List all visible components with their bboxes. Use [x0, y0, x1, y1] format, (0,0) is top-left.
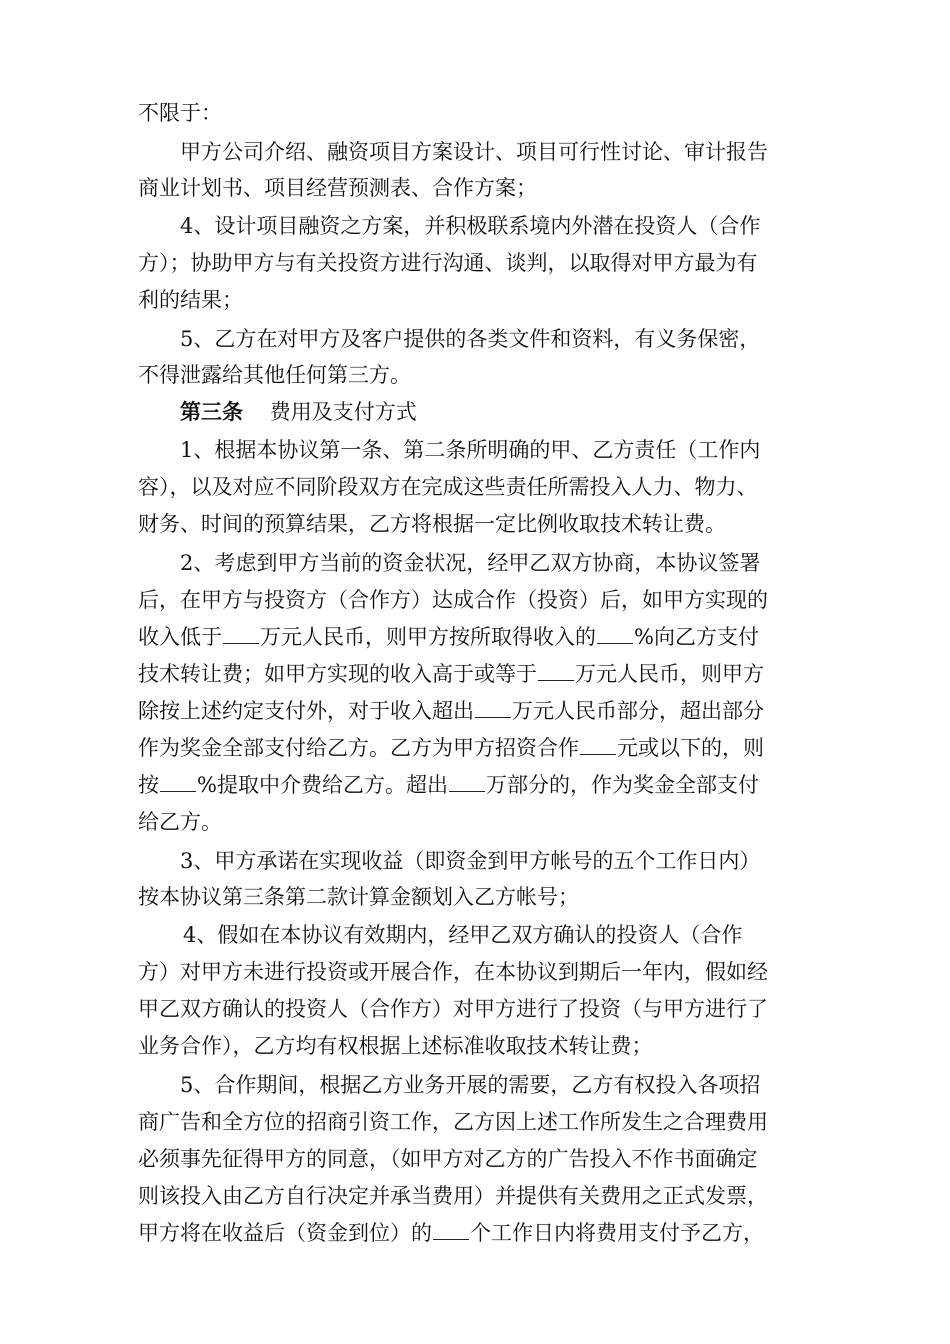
fill-in-blank — [223, 642, 259, 644]
text-span: 2、考虑到甲方当前的资金状况，经甲乙双方协商，本协议签署 — [180, 551, 761, 575]
text-line — [0, 585, 950, 615]
text-line — [0, 548, 950, 578]
text-span: 不限于： — [138, 101, 222, 125]
text-line — [0, 696, 950, 726]
fill-in-blank — [433, 1238, 469, 1240]
text-span: 3、甲方承诺在实现收益（即资金到甲方帐号的五个工作日内） — [180, 849, 761, 873]
text-line — [0, 173, 950, 203]
text-line — [0, 770, 950, 800]
text-span: 业务合作），乙方均有权根据上述标准收取技术转让费； — [138, 1034, 653, 1058]
text-line — [0, 98, 950, 128]
text-line — [0, 248, 950, 278]
text-span: 利的结果； — [138, 288, 243, 312]
text-span: %提取中介费给乙方。超出 — [197, 773, 448, 797]
text-line — [0, 1218, 950, 1248]
text-span: 财务、时间的预算结果，乙方将根据一定比例收取技术转让费。 — [138, 512, 726, 536]
text-line — [0, 1181, 950, 1211]
text-span: 方）对甲方未进行投资或开展合作，在本协议到期后一年内，假如经 — [138, 960, 768, 984]
section-heading — [0, 397, 950, 427]
text-span: 万元人民币，则甲方 — [575, 662, 764, 686]
text-span: 则该投入由乙方自行决定并承当费用）并提供有关费用之正式发票， — [138, 1184, 768, 1208]
fill-in-blank — [538, 679, 574, 681]
fill-in-blank — [449, 790, 485, 792]
text-span: 元或以下的，则 — [617, 736, 764, 760]
text-line — [0, 622, 950, 652]
text-span: 1、根据本协议第一条、第二条所明确的甲、乙方责任（工作内 — [180, 438, 761, 462]
text-span: 商业计划书、项目经营预测表、合作方案； — [138, 176, 537, 200]
text-line — [0, 807, 950, 837]
text-span: 方）；协助甲方与有关投资方进行沟通、谈判，以取得对甲方最为有 — [138, 251, 758, 275]
text-span: 甲方将在收益后（资金到位）的 — [138, 1221, 432, 1245]
section-number: 第三条 — [180, 400, 243, 424]
text-span: 甲方公司介绍、融资项目方案设计、项目可行性讨论、审计报告 — [180, 140, 768, 164]
text-span: %向乙方支付 — [634, 625, 759, 649]
text-span: 不得泄露给其他任何第三方。 — [138, 363, 411, 387]
text-line — [0, 435, 950, 465]
text-line — [0, 994, 950, 1024]
text-span: 容），以及对应不同阶段双方在完成这些责任所需投入人力、物力、 — [138, 475, 758, 499]
text-span: 万元人民币部分，超出部分 — [512, 699, 764, 723]
text-line — [0, 957, 950, 987]
section-title: 费用及支付方式 — [269, 400, 417, 424]
text-span: 作为奖金全部支付给乙方。乙方为甲方招资合作 — [138, 736, 579, 760]
text-line — [0, 920, 950, 950]
text-span: 按 — [138, 773, 159, 797]
text-line — [0, 211, 950, 241]
text-span: 后，在甲方与投资方（合作方）达成合作（投资）后，如甲方实现的 — [138, 588, 768, 612]
text-span: 万部分的，作为奖金全部支付 — [485, 773, 759, 797]
fill-in-blank — [160, 790, 196, 792]
text-span: 5、合作期间，根据乙方业务开展的需要，乙方有权投入各项招 — [180, 1073, 761, 1097]
text-line — [0, 1031, 950, 1061]
text-line — [0, 846, 950, 876]
text-line — [0, 1107, 950, 1137]
text-line — [0, 285, 950, 315]
text-line — [0, 1070, 950, 1100]
text-span: 万元人民币，则甲方按所取得收入的 — [260, 625, 596, 649]
fill-in-blank — [597, 642, 633, 644]
text-span: 给乙方。 — [138, 810, 222, 834]
text-span: 技术转让费；如甲方实现的收入高于或等于 — [138, 662, 537, 686]
text-line — [0, 360, 950, 390]
text-span: 商广告和全方位的招商引资工作，乙方因上述工作所发生之合理费用 — [138, 1110, 768, 1134]
text-span: 收入低于 — [138, 625, 222, 649]
text-span: 除按上述约定支付外，对于收入超出 — [138, 699, 474, 723]
text-line — [0, 137, 950, 167]
fill-in-blank — [580, 753, 616, 755]
text-line — [0, 324, 950, 354]
text-line — [0, 509, 950, 539]
text-span: 必须事先征得甲方的同意，（如甲方对乙方的广告投入不作书面确定 — [138, 1147, 758, 1171]
text-span: 4、假如在本协议有效期内，经甲乙双方确认的投资人（合作 — [183, 923, 743, 947]
text-line — [0, 733, 950, 763]
text-span: 按本协议第三条第二款计算金额划入乙方帐号； — [138, 885, 579, 909]
text-span: 甲乙双方确认的投资人（合作方）对甲方进行了投资（与甲方进行了 — [138, 997, 768, 1021]
fill-in-blank — [475, 716, 511, 718]
text-span: 个工作日内将费用支付予乙方， — [470, 1221, 764, 1245]
text-line — [0, 659, 950, 689]
text-line — [0, 472, 950, 502]
text-line — [0, 1144, 950, 1174]
text-line — [0, 882, 950, 912]
text-span: 4、设计项目融资之方案，并积极联系境内外潜在投资人（合作 — [180, 214, 761, 238]
text-span: 5、乙方在对甲方及客户提供的各类文件和资料，有义务保密， — [180, 327, 761, 351]
